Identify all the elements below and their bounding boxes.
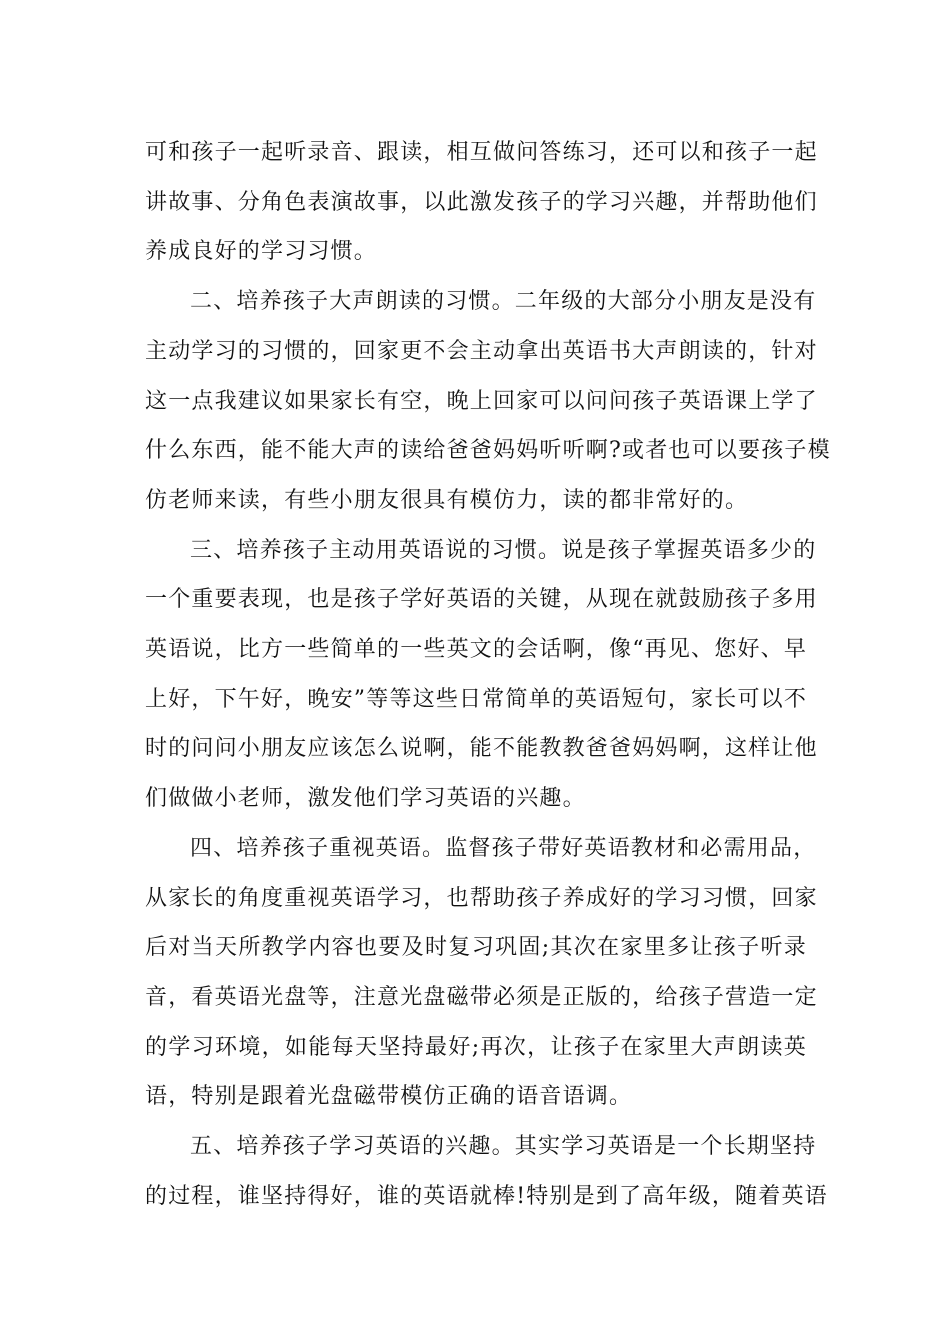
text-line: 们做做小老师，激发他们学习英语的兴趣。 [145, 786, 586, 812]
text-line: 二、培养孩子大声朗读的习惯。二年级的大部分小朋友是没有 [190, 289, 817, 315]
text-line: 五、培养孩子学习英语的兴趣。其实学习英语是一个长期坚持 [190, 1134, 817, 1160]
text-line: 养成良好的学习习惯。 [145, 239, 378, 265]
text-line: 的过程，谁坚持得好，谁的英语就棒!特别是到了高年级，随着英语 [145, 1183, 828, 1209]
text-line: 英语说，比方一些简单的一些英文的会话啊，像“再见、您好、早 [145, 637, 808, 663]
text-line: 可和孩子一起听录音、跟读，相互做问答练习，还可以和孩子一起 [145, 140, 818, 165]
text-line: 从家长的角度重视英语学习，也帮助孩子养成好的学习习惯，回家 [145, 885, 818, 911]
text-line: 什么东西，能不能大声的读给爸爸妈妈听听啊?或者也可以要孩子模 [145, 438, 831, 464]
text-line: 主动学习的习惯的，回家更不会主动拿出英语书大声朗读的，针对 [145, 338, 818, 364]
text-line: 一个重要表现，也是孩子学好英语的关键，从现在就鼓励孩子多用 [145, 587, 818, 613]
paragraph-valuing-english [145, 824, 818, 1122]
paragraph-reading-aloud [145, 277, 831, 526]
text-line: 讲故事、分角色表演故事，以此激发孩子的学习兴趣，并帮助他们 [145, 189, 818, 215]
text-line: 的学习环境，如能每天坚持最好;再次，让孩子在家里大声朗读英 [145, 1034, 807, 1060]
text-line: 四、培养孩子重视英语。监督孩子带好英语教材和必需用品， [190, 835, 817, 861]
paragraph-interest [145, 1122, 828, 1221]
text-line: 时的问问小朋友应该怎么说啊，能不能教教爸爸妈妈啊，这样让他 [145, 736, 818, 762]
text-line: 后对当天所教学内容也要及时复习巩固;其次在家里多让孩子听录 [145, 935, 807, 961]
paragraph-continuation [145, 128, 818, 277]
text-line: 上好，下午好，晚安”等等这些日常简单的英语短句，家长可以不 [145, 686, 808, 712]
text-line: 这一点我建议如果家长有空，晚上回家可以问问孩子英语课上学了 [145, 388, 818, 414]
text-line: 音，看英语光盘等，注意光盘磁带必须是正版的，给孩子营造一定 [145, 984, 818, 1010]
paragraph-speaking-english [145, 526, 818, 824]
text-line: 仿老师来读，有些小朋友很具有模仿力，读的都非常好的。 [145, 487, 749, 513]
document-body [145, 128, 831, 1221]
text-line: 三、培养孩子主动用英语说的习惯。说是孩子掌握英语多少的 [190, 537, 817, 563]
text-line: 语，特别是跟着光盘磁带模仿正确的语音语调。 [145, 1084, 633, 1110]
